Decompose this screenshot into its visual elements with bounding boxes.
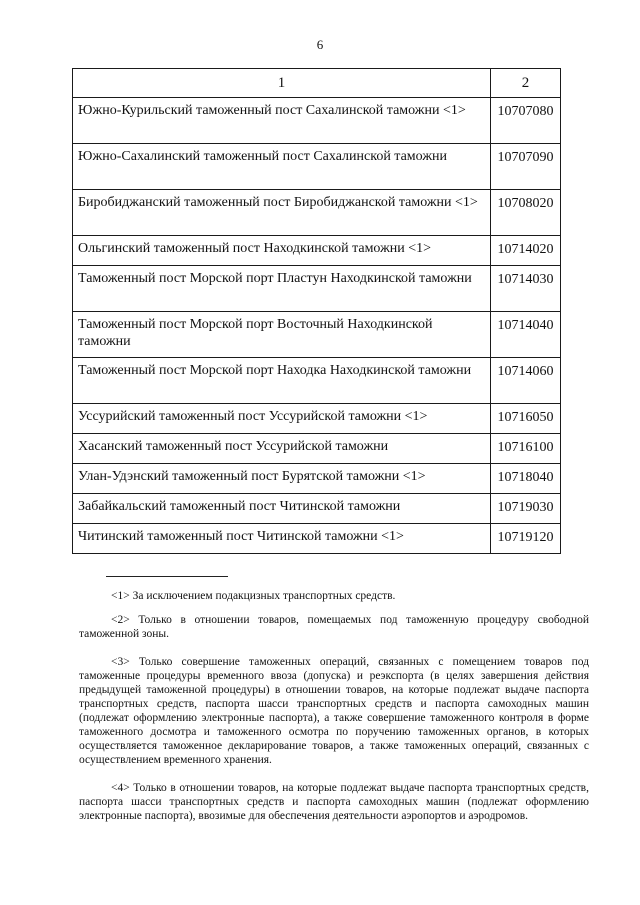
post-code: 10716050 [491, 404, 561, 434]
customs-posts-table [72, 68, 561, 554]
post-name: Улан-Удэнский таможенный пост Бурятской таможни <1> [73, 464, 491, 494]
post-code: 10719120 [491, 524, 561, 554]
page-number: 6 [316, 37, 324, 52]
footnote-1: <1> За исключением подакцизных транспортных средств. [111, 590, 396, 602]
post-name: Биробиджанский таможенный пост Биробиджанской таможни <1> [73, 190, 491, 236]
post-code: 10718040 [491, 464, 561, 494]
post-code: 10707090 [491, 144, 561, 190]
table-row [73, 494, 561, 524]
post-code: 10719030 [491, 494, 561, 524]
footnote-divider [106, 576, 228, 577]
column-header-2: 2 [491, 69, 561, 98]
post-name: Ольгинский таможенный пост Находкинской таможни <1> [73, 236, 491, 266]
table-row [73, 98, 561, 144]
table-header-row [73, 69, 561, 98]
footnote-2: <2> Только в отношении товаров, помещаемых под таможенную процедуру свободной таможенной зоны. [79, 614, 589, 640]
footnote-3: <3> Только совершение таможенных операций, связанных с помещением товаров под таможенные процедуры временного ввоза (допуска) и реэкспорта (в целях завершения действия предыдущей таможенной процедуры) в отношении товаров, на которые подлежат выдаче паспорта транспортных средств, паспорта шасси транспортных средств и паспорта самоходных машин (подлежат оформлению электронные паспорта), а также совершение таможенного контроля в форме таможенного досмотра и таможенного осмотра по поручению таможенных органов, в которых осуществляется таможенное декларирование товаров, а также таможенных операций, связанных с осуществлением временного хранения. [79, 656, 589, 766]
table-row [73, 190, 561, 236]
table-row [73, 358, 561, 404]
post-name: Хасанский таможенный пост Уссурийской таможни [73, 434, 491, 464]
post-code: 10716100 [491, 434, 561, 464]
table-row [73, 434, 561, 464]
table-row [73, 144, 561, 190]
post-name: Южно-Курильский таможенный пост Сахалинской таможни <1> [73, 98, 491, 144]
table-row [73, 236, 561, 266]
footnote-4: <4> Только в отношении товаров, на которые подлежат выдаче паспорта транспортных средств, паспорта шасси транспортных средств и паспорта самоходных машин (подлежат оформлению электронные паспорта), ввозимые для обеспечения деятельности аэропортов и аэродромов. [79, 782, 589, 822]
post-code: 10708020 [491, 190, 561, 236]
post-code: 10714020 [491, 236, 561, 266]
table-row [73, 312, 561, 358]
post-code: 10714060 [491, 358, 561, 404]
footnotes [79, 589, 589, 837]
post-name: Забайкальский таможенный пост Читинской таможни [73, 494, 491, 524]
post-code: 10714040 [491, 312, 561, 358]
post-name: Читинский таможенный пост Читинской таможни <1> [73, 524, 491, 554]
table-row [73, 464, 561, 494]
post-name: Таможенный пост Морской порт Восточный Находкинской таможни [73, 312, 491, 358]
post-name: Таможенный пост Морской порт Пластун Находкинской таможни [73, 266, 491, 312]
post-code: 10714030 [491, 266, 561, 312]
post-name: Уссурийский таможенный пост Уссурийской таможни <1> [73, 404, 491, 434]
post-code: 10707080 [491, 98, 561, 144]
table-row [73, 266, 561, 312]
post-name: Южно-Сахалинский таможенный пост Сахалинской таможни [73, 144, 491, 190]
table-row [73, 524, 561, 554]
column-header-1: 1 [73, 69, 491, 98]
table-row [73, 404, 561, 434]
post-name: Таможенный пост Морской порт Находка Находкинской таможни [73, 358, 491, 404]
